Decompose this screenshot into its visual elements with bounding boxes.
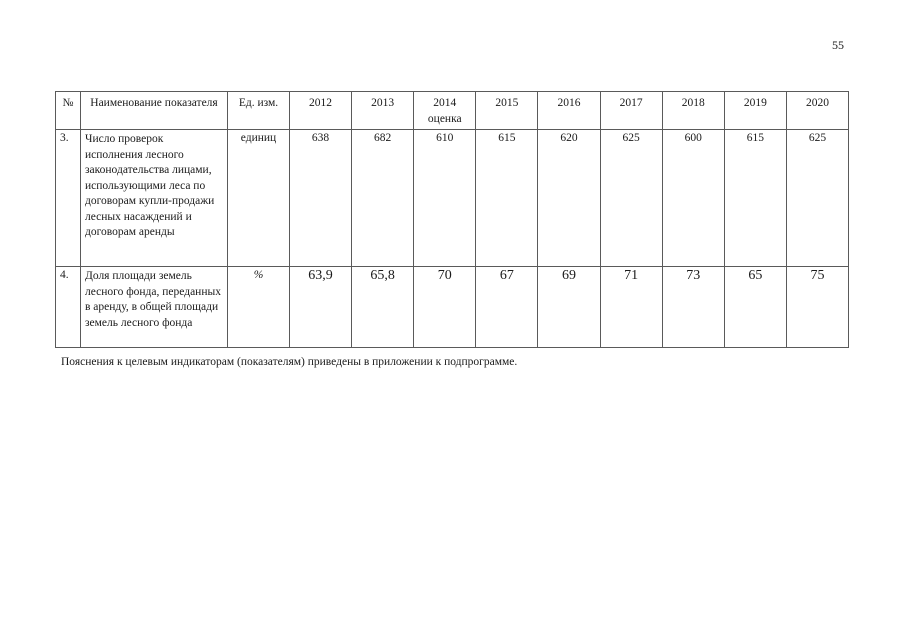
value-cell: 620 <box>538 130 600 267</box>
header-cell-name: Наименование показателя <box>81 92 228 130</box>
header-cell-year: 2017 <box>600 92 662 130</box>
value-cell: 682 <box>352 130 414 267</box>
unit-cell: % <box>228 267 290 348</box>
value-cell: 65,8 <box>352 267 414 348</box>
header-cell-year: 2020 <box>786 92 848 130</box>
value-cell: 71 <box>600 267 662 348</box>
row-number: 4. <box>56 267 81 348</box>
header-cell-number: № <box>56 92 81 130</box>
value-cell: 63,9 <box>290 267 352 348</box>
table-row <box>56 267 849 348</box>
header-cell-year: 2015 <box>476 92 538 130</box>
indicators-table <box>55 91 849 348</box>
footnote: Пояснения к целевым индикаторам (показателям) приведены в приложении к подпрограмме. <box>61 356 518 368</box>
header-cell-unit: Ед. изм. <box>228 92 290 130</box>
value-cell: 615 <box>724 130 786 267</box>
header-cell-year: 2014 оценка <box>414 92 476 130</box>
unit-cell: единиц <box>228 130 290 267</box>
value-cell: 600 <box>662 130 724 267</box>
table-row <box>56 130 849 267</box>
header-cell-year: 2013 <box>352 92 414 130</box>
value-cell: 615 <box>476 130 538 267</box>
header-cell-year: 2012 <box>290 92 352 130</box>
header-cell-year: 2019 <box>724 92 786 130</box>
row-number: 3. <box>56 130 81 267</box>
value-cell: 75 <box>786 267 848 348</box>
value-cell: 73 <box>662 267 724 348</box>
header-cell-year: 2016 <box>538 92 600 130</box>
table-header-row <box>56 92 849 130</box>
value-cell: 67 <box>476 267 538 348</box>
value-cell: 625 <box>786 130 848 267</box>
value-cell: 65 <box>724 267 786 348</box>
value-cell: 610 <box>414 130 476 267</box>
value-cell: 638 <box>290 130 352 267</box>
value-cell: 69 <box>538 267 600 348</box>
header-cell-year: 2018 <box>662 92 724 130</box>
indicator-name: Число проверок исполнения лесного законодательства лицами, использующими леса по договорам купли-продажи лесных насаждений и договорам аренды <box>81 130 228 267</box>
indicator-name: Доля площади земель лесного фонда, переданных в аренду, в общей площади земель лесного фонда <box>81 267 228 348</box>
page-number: 55 <box>832 38 844 52</box>
value-cell: 625 <box>600 130 662 267</box>
value-cell: 70 <box>414 267 476 348</box>
